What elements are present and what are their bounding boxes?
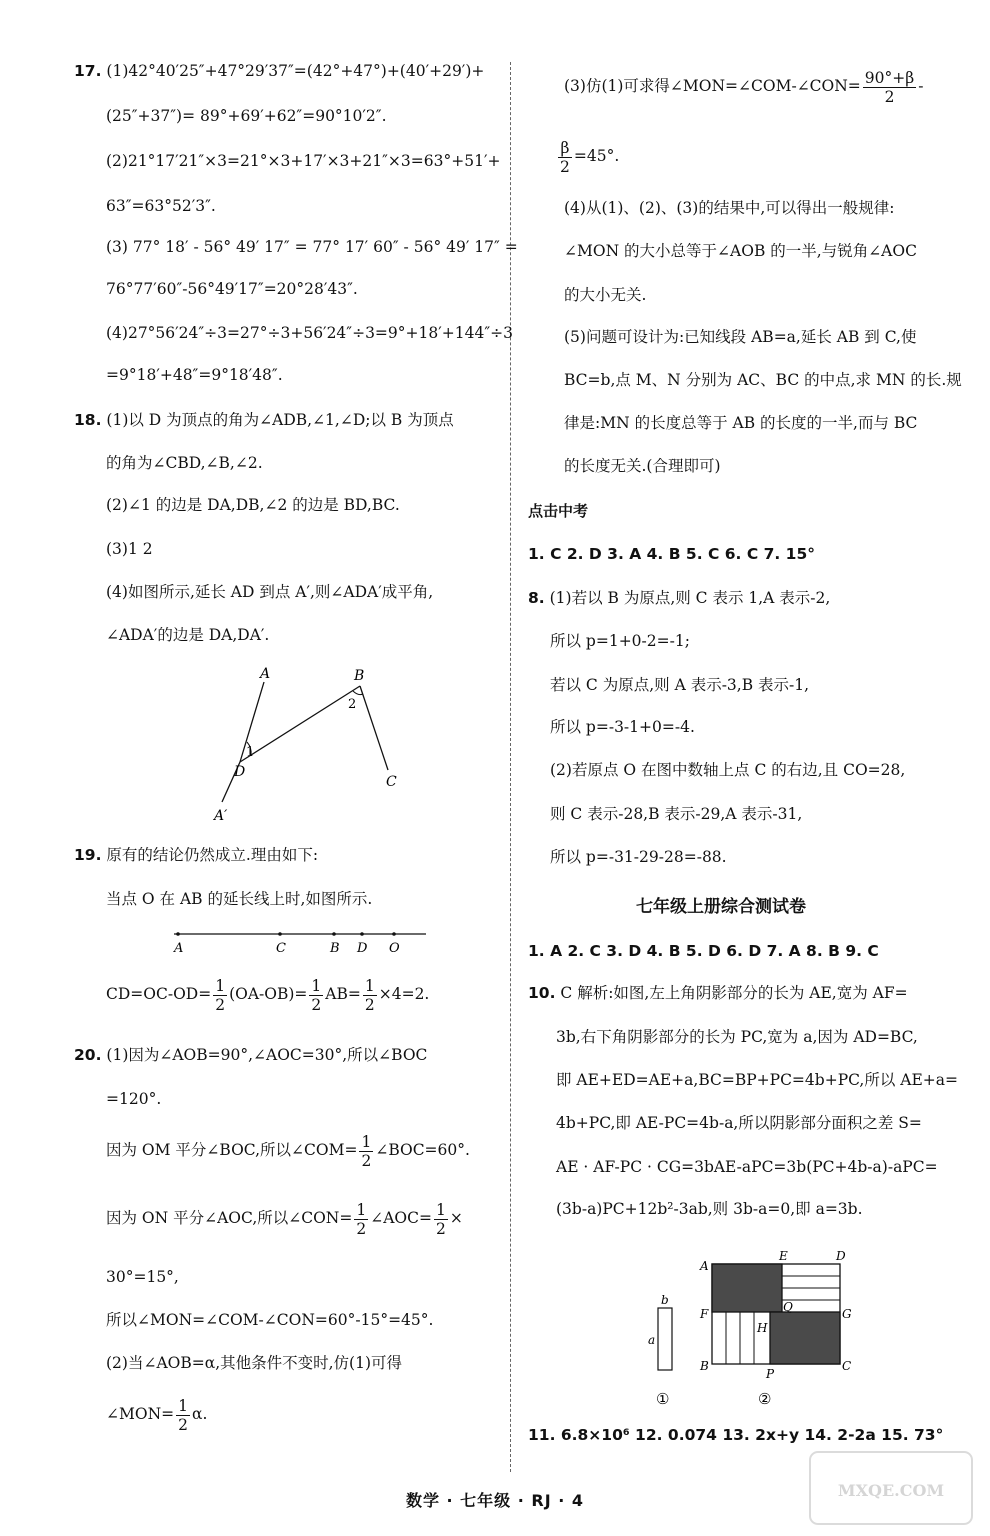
label-D: D — [234, 764, 246, 780]
q19-eq-part: CD=OC-OD= — [106, 985, 212, 1003]
point-A — [176, 932, 180, 936]
frac-num: 1 — [178, 1396, 188, 1415]
q18-line-3: (2)∠1 的边是 DA,DB,∠2 的边是 BD,BC. — [106, 496, 400, 514]
q19-number-line — [168, 922, 438, 956]
label-B: B — [330, 941, 340, 956]
q8-line-5: (2)若原点 O 在图中数轴上点 C 的右边,且 CO=28, — [550, 761, 906, 779]
q18-number: 18. — [74, 411, 102, 429]
q10-figure — [636, 1244, 876, 1424]
q20-line-2: =120°. — [106, 1090, 162, 1108]
q20-line-7: (2)当∠AOB=α,其他条件不变时,仿(1)可得 — [106, 1354, 402, 1372]
fraction-half — [359, 1133, 373, 1170]
q19-eq-part: (OA-OB)= — [229, 985, 308, 1003]
label-C: C — [386, 774, 397, 790]
frac-den: 2 — [884, 87, 895, 106]
label-B: B — [354, 668, 365, 684]
q19-line-1 — [74, 844, 318, 866]
label-b-small: b — [661, 1293, 669, 1307]
q20-part: 因为 ON 平分∠AOC,所以∠CON= — [106, 1209, 353, 1227]
q10-line-4: 4b+PC,即 AE-PC=4b-a,所以阴影部分面积之差 S= — [556, 1114, 922, 1132]
q18-text: (1)以 D 为顶点的角为∠ADB,∠1,∠D;以 B 为顶点 — [106, 411, 454, 429]
frac-den: 2 — [178, 1415, 188, 1434]
shaded-bottom-right — [770, 1312, 840, 1364]
fraction-half — [309, 977, 323, 1014]
q19-equation — [106, 972, 429, 1016]
frac-num: 1 — [215, 976, 226, 995]
q17-line-3: (2)21°17′21″×3=21°×3+17′×3+21″×3=63°+51′+ — [106, 152, 501, 170]
q19-eq-part: ×4=2. — [378, 985, 430, 1003]
segment-bc — [360, 686, 388, 770]
label-C: C — [276, 941, 286, 956]
label-A: A — [700, 1259, 709, 1273]
p4-line-3: 的大小无关. — [564, 286, 647, 304]
q20-line-1 — [74, 1044, 427, 1066]
q18-line-5: (4)如图所示,延长 AD 到点 A′,则∠ADA′成平角, — [106, 583, 434, 601]
label-A: A — [260, 666, 271, 682]
q17-number: 17. — [74, 62, 102, 80]
label-D: D — [357, 941, 368, 956]
fraction-half — [434, 1201, 448, 1238]
q20-line-6: 所以∠MON=∠COM-∠CON=60°-15°=45°. — [106, 1311, 434, 1329]
q18-figure — [198, 662, 418, 830]
q8-line-3: 若以 C 为原点,则 A 表示-3,B 表示-1, — [550, 676, 810, 694]
q10-line-6: (3b-a)PC+12b²-3ab,则 3b-a=0,即 a=3b. — [556, 1200, 863, 1218]
fraction-half — [363, 977, 377, 1014]
q19-eq-part: AB= — [325, 985, 361, 1003]
q8-line-7: 所以 p=-31-29-28=-88. — [550, 848, 727, 866]
q17-line-5: (3) 77° 18′ - 56° 49′ 17″ = 77° 17′ 60″ - 56° 49′ 17″ = — [106, 238, 518, 256]
q8-number: 8. — [528, 589, 545, 607]
q17-line-8: =9°18′+48″=9°18′48″. — [106, 366, 283, 384]
frac-den: 2 — [364, 995, 375, 1014]
small-rect — [658, 1308, 672, 1370]
q17-line-6: 76°77′60″-56°49′17″=20°28′43″. — [106, 280, 358, 298]
q20-line-5: 30°=15°, — [106, 1268, 179, 1286]
p3-line-2 — [556, 134, 619, 178]
q8-text: (1)若以 B 为原点,则 C 表示 1,A 表示-2, — [549, 589, 831, 607]
watermark-logo — [806, 1448, 976, 1528]
q18-line-1 — [74, 409, 454, 431]
watermark-text: MXQE.COM — [837, 1481, 945, 1500]
section-title-test: 七年级上册综合测试卷 — [636, 897, 806, 917]
q8-line-2: 所以 p=1+0-2=-1; — [550, 632, 690, 650]
q20-number: 20. — [74, 1046, 102, 1064]
fraction-half — [176, 1397, 190, 1434]
p5-line-3: 律是:MN 的长度总等于 AB 的长度的一半,而与 BC — [564, 414, 918, 432]
q20-line-3 — [106, 1128, 470, 1172]
label-P: P — [766, 1367, 775, 1381]
answers-test: 1. A 2. C 3. D 4. B 5. D 6. D 7. A 8. B 9. C — [528, 942, 879, 960]
q17-line-7: (4)27°56′24″÷3=27°÷3+56′24″÷3=9°+18′+144″÷3 — [106, 324, 513, 342]
q20-text: (1)因为∠AOB=90°,∠AOC=30°,所以∠BOC — [106, 1046, 428, 1064]
frac-den: 2 — [356, 1219, 367, 1238]
label-G: G — [842, 1307, 852, 1321]
segment-db — [240, 686, 360, 762]
label-B: B — [700, 1359, 709, 1373]
q8-line-6: 则 C 表示-28,B 表示-29,A 表示-31, — [550, 805, 803, 823]
label-H: H — [757, 1321, 768, 1335]
frac-num: β — [558, 139, 572, 158]
label-C: C — [842, 1359, 852, 1373]
label-A: A — [174, 941, 184, 956]
frac-num: 1 — [361, 1132, 372, 1151]
frac-den: 2 — [361, 1151, 372, 1170]
answers-zhongkao: 1. C 2. D 3. A 4. B 5. C 6. C 7. 15° — [528, 545, 815, 563]
shaded-top-left — [712, 1264, 782, 1312]
label-circle-2: ② — [758, 1390, 772, 1408]
frac-num: 1 — [364, 976, 375, 995]
q20-line-8 — [106, 1392, 207, 1436]
q20-part: × — [449, 1209, 463, 1227]
q10-line-2: 3b,右下角阴影部分的长为 PC,宽为 a,因为 AD=BC, — [556, 1028, 918, 1046]
point-D — [360, 932, 364, 936]
q10-number: 10. — [528, 984, 556, 1002]
answers-fill-in: 11. 6.8×10⁶ 12. 0.074 13. 2x+y 14. 2-2a 15. 73° — [528, 1426, 944, 1444]
p5-line-4: 的长度无关.(合理即可) — [564, 457, 721, 475]
p4-line-1: (4)从(1)、(2)、(3)的结果中,可以得出一般规律: — [564, 199, 895, 217]
label-circle-1: ① — [656, 1390, 670, 1408]
frac-num: 1 — [435, 1200, 446, 1219]
q17-line-4: 63″=63°52′3″. — [106, 197, 216, 215]
frac-num: 90°+β — [864, 68, 915, 87]
page-footer: 数学 · 七年级 · RJ · 4 — [405, 1491, 585, 1510]
frac-den: 2 — [215, 995, 226, 1014]
q19-line-2: 当点 O 在 AB 的延长线上时,如图所示. — [106, 890, 373, 908]
label-Q: Q — [783, 1300, 793, 1314]
frac-num: 1 — [311, 976, 322, 995]
label-O: O — [389, 941, 400, 956]
point-C — [278, 932, 282, 936]
p3-line-1 — [564, 64, 923, 108]
label-angle-2: 2 — [348, 697, 357, 712]
fraction-half — [213, 977, 227, 1014]
q18-line-2: 的角为∠CBD,∠B,∠2. — [106, 454, 263, 472]
q18-line-4: (3)1 2 — [106, 540, 153, 558]
q8-line-4: 所以 p=-3-1+0=-4. — [550, 718, 695, 736]
p5-line-1: (5)问题可设计为:已知线段 AB=a,延长 AB 到 C,使 — [564, 328, 917, 346]
label-A-prime: A′ — [214, 808, 228, 824]
section-heading-zhongkao: 点击中考 — [528, 502, 589, 520]
q8-line-1 — [528, 587, 830, 609]
frac-den: 2 — [560, 157, 570, 176]
fraction-half — [354, 1201, 368, 1238]
point-O — [392, 932, 396, 936]
p3-minus: - — [918, 77, 924, 95]
q20-part: ∠BOC=60°. — [375, 1141, 470, 1159]
q18-line-6: ∠ADA′的边是 DA,DA′. — [106, 626, 270, 644]
q10-line-5: AE · AF-PC · CG=3bAE-aPC=3b(PC+4b-a)-aPC= — [556, 1158, 938, 1176]
point-B — [332, 932, 336, 936]
frac-num: 1 — [356, 1200, 367, 1219]
label-E: E — [779, 1249, 788, 1263]
q20-part: ∠MON= — [106, 1405, 175, 1423]
q20-part: ∠AOC= — [370, 1209, 432, 1227]
label-a-small: a — [648, 1333, 656, 1347]
frac-den: 2 — [311, 995, 322, 1014]
q17-line-1 — [74, 60, 484, 82]
q20-line-4 — [106, 1196, 463, 1240]
label-D: D — [836, 1249, 846, 1263]
label-F: F — [700, 1307, 709, 1321]
fraction-90-beta — [863, 69, 916, 106]
q17-text: (1)42°40′25″+47°29′37″=(42°+47°)+(40′+29′)+ — [106, 62, 485, 80]
q10-text: C 解析:如图,左上角阴影部分的长为 AE,宽为 AF= — [560, 984, 908, 1002]
p3-text: (3)仿(1)可求得∠MON=∠COM-∠CON= — [564, 77, 861, 95]
q19-text: 原有的结论仍然成立.理由如下: — [106, 846, 319, 864]
frac-den: 2 — [435, 1219, 446, 1238]
p4-line-2: ∠MON 的大小总等于∠AOB 的一半,与锐角∠AOC — [564, 242, 917, 260]
label-angle-1: 1 — [246, 745, 255, 760]
column-divider — [510, 62, 511, 1472]
q10-line-1 — [528, 982, 908, 1004]
q17-line-2: (25″+37″)= 89°+69′+62″=90°10′2″. — [106, 107, 387, 125]
q19-number: 19. — [74, 846, 102, 864]
p5-line-2: BC=b,点 M、N 分别为 AC、BC 的中点,求 MN 的长.规 — [564, 371, 962, 389]
p3-text: =45°. — [573, 147, 620, 165]
q10-line-3: 即 AE+ED=AE+a,BC=BP+PC=4b+PC,所以 AE+a= — [556, 1071, 959, 1089]
q20-part: 因为 OM 平分∠BOC,所以∠COM= — [106, 1141, 358, 1159]
fraction-beta-half — [558, 139, 572, 176]
q20-part: α. — [192, 1405, 208, 1423]
